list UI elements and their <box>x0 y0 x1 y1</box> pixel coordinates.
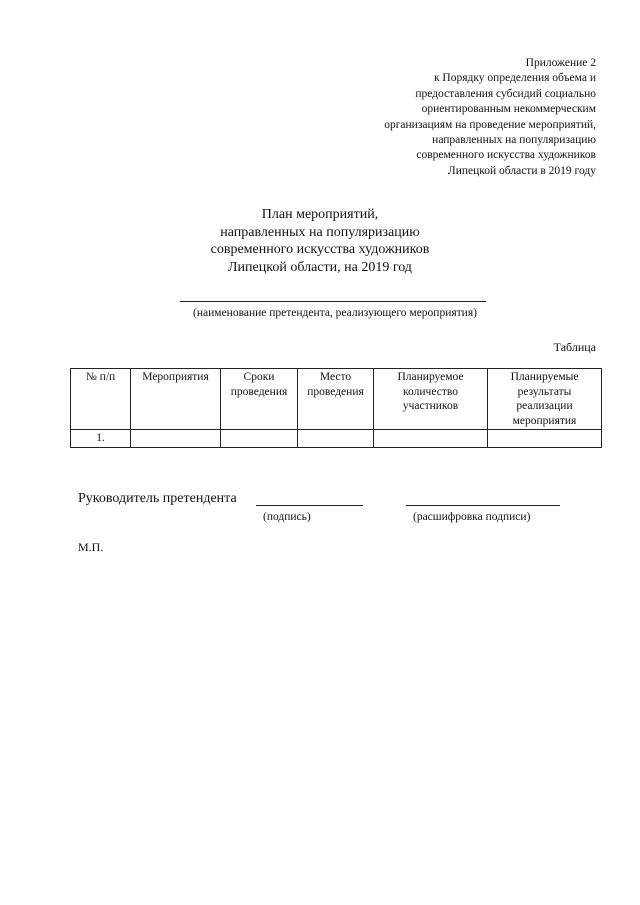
title-line: современного искусства художников <box>210 242 430 257</box>
appendix-line: современного искусства художников <box>416 149 596 162</box>
title-line: направленных на популяризацию <box>220 224 420 240</box>
appendix-line: предоставления субсидий социально <box>415 87 596 100</box>
applicant-name-field[interactable] <box>180 301 486 302</box>
cell-number: 1. <box>71 430 131 448</box>
appendix-line: организациям на проведение мероприятий, <box>384 118 596 131</box>
plan-table <box>70 368 602 448</box>
appendix-line: Липецкой области в 2019 году <box>447 164 596 177</box>
appendix-header <box>296 56 596 179</box>
appendix-line: ориентированным некоммерческим <box>421 103 596 116</box>
signature-decode-field[interactable] <box>406 505 560 506</box>
header-events: Мероприятия <box>131 369 221 430</box>
cell-events[interactable] <box>131 430 221 448</box>
cell-results[interactable] <box>488 430 602 448</box>
signature-field[interactable] <box>256 505 363 506</box>
title-line: План мероприятий, <box>261 207 379 222</box>
table-header-row <box>71 369 602 430</box>
cell-dates[interactable] <box>221 430 298 448</box>
applicant-name-caption: (наименование претендента, реализующего мероприятия) <box>193 307 477 319</box>
table-row <box>71 430 602 448</box>
header-dates: Сроки проведения <box>221 369 298 430</box>
appendix-line: Приложение 2 <box>525 57 596 69</box>
title-line: Липецкой области, на 2019 год <box>228 259 412 275</box>
header-place: Место проведения <box>298 369 374 430</box>
signature-caption: (подпись) <box>263 511 311 523</box>
header-participants: Планируемое количество участников <box>374 369 488 430</box>
signature-decode-caption: (расшифровка подписи) <box>413 511 531 523</box>
header-number: № п/п <box>71 369 131 430</box>
signer-label: Руководитель претендента <box>78 491 237 506</box>
document-title <box>0 206 640 276</box>
header-results: Планируемые результаты реализации мероприятия <box>488 369 602 430</box>
cell-place[interactable] <box>298 430 374 448</box>
stamp-place-label: М.П. <box>78 540 104 554</box>
table-label: Таблица <box>553 340 596 354</box>
appendix-line: к Порядку определения объема и <box>433 72 596 85</box>
appendix-line: направленных на популяризацию <box>432 134 596 147</box>
cell-participants[interactable] <box>374 430 488 448</box>
